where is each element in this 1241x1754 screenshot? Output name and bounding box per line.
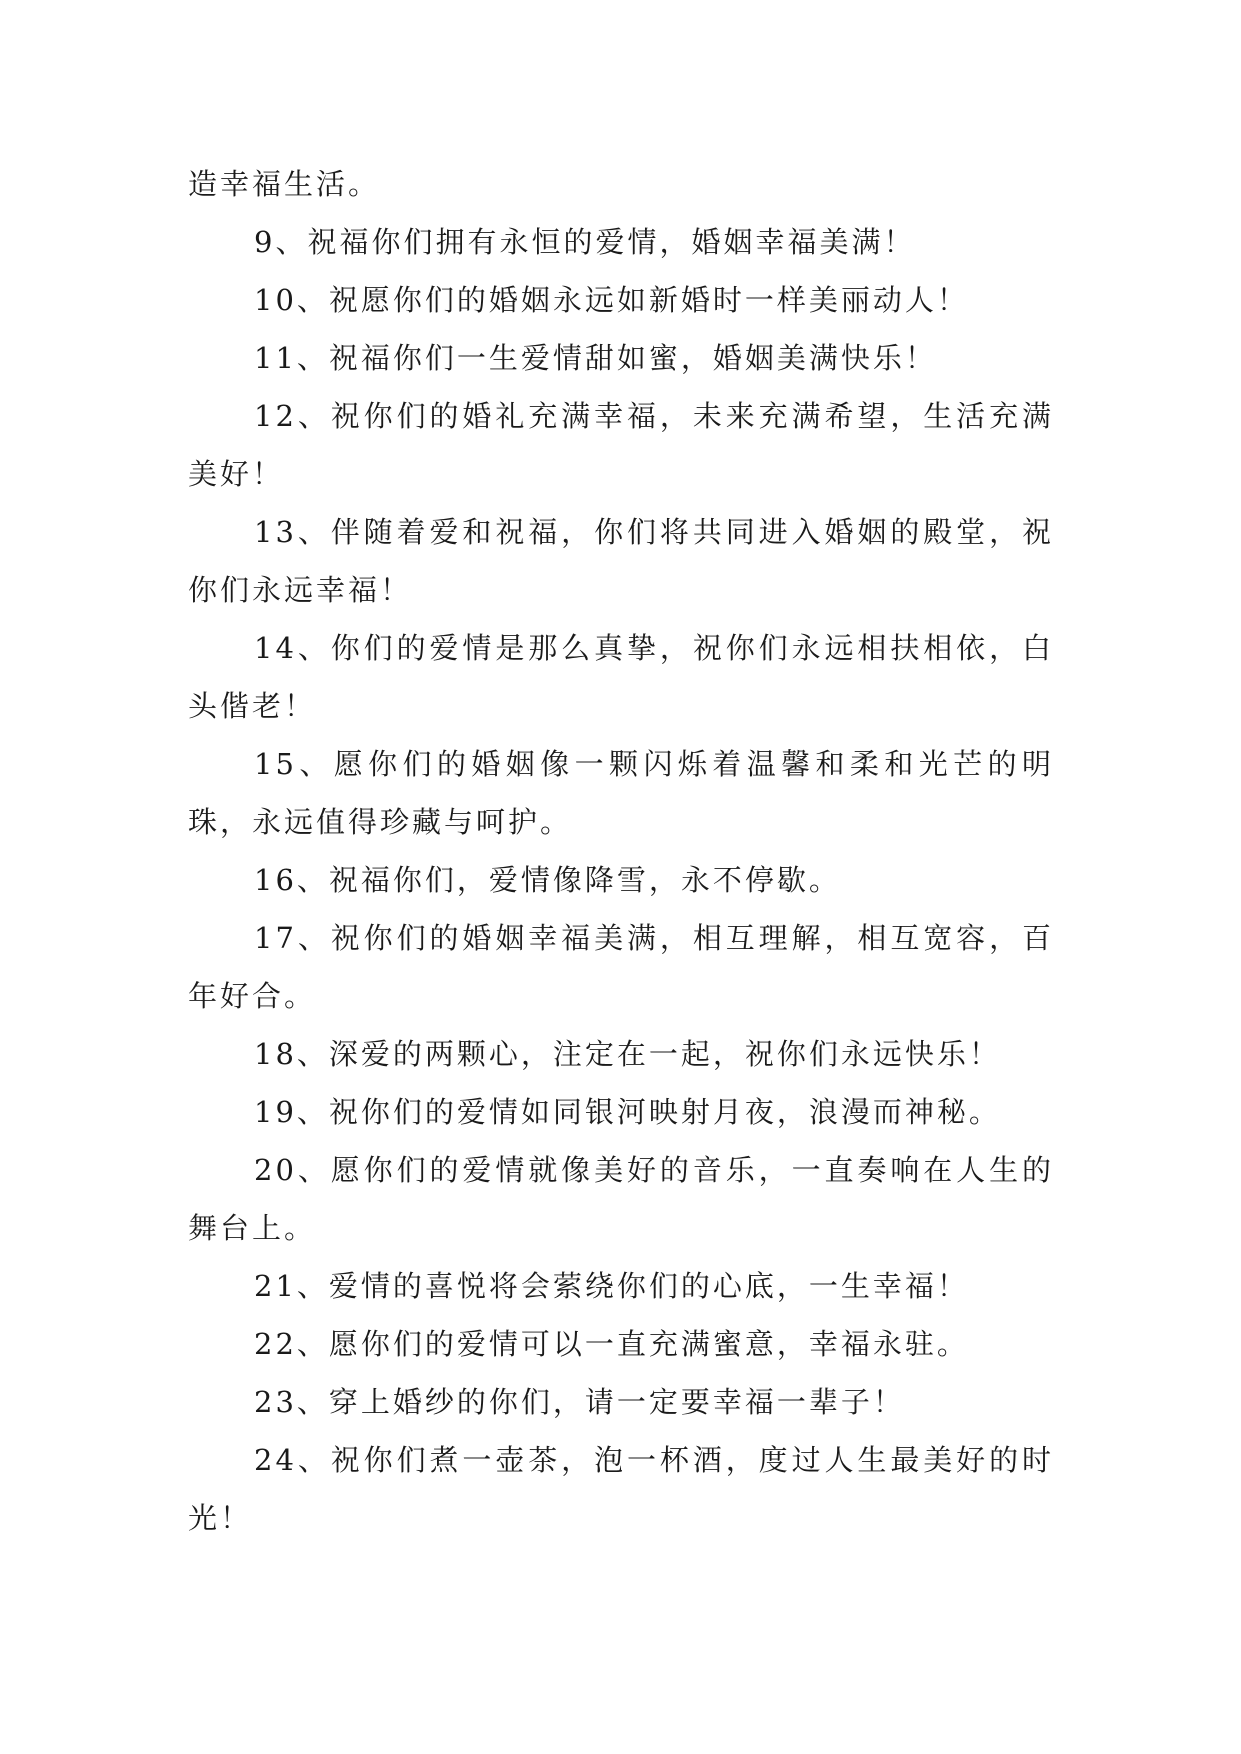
wish-item-18: 18、深爱的两颗心，注定在一起，祝你们永远快乐！ (254, 1037, 1001, 1071)
wish-item-22: 22、愿你们的爱情可以一直充满蜜意，幸福永驻。 (254, 1327, 969, 1361)
wish-item-19: 19、祝你们的爱情如同银河映射月夜，浪漫而神秘。 (254, 1095, 1001, 1129)
wish-item-10: 10、祝愿你们的婚姻永远如新婚时一样美丽动人！ (254, 283, 969, 317)
wish-item-20: 20、愿你们的爱情就像美好的音乐，一直奏响在人生的舞台上。 (188, 1153, 1054, 1245)
document-body (188, 155, 1054, 1547)
wish-item-23: 23、穿上婚纱的你们，请一定要幸福一辈子！ (254, 1385, 905, 1419)
wish-item-11: 11、祝福你们一生爱情甜如蜜，婚姻美满快乐！ (254, 341, 937, 375)
wish-item-21: 21、爱情的喜悦将会萦绕你们的心底，一生幸福！ (254, 1269, 969, 1303)
paragraph-continuation: 造幸福生活。 (188, 167, 381, 201)
wish-item-14: 14、你们的爱情是那么真挚，祝你们永远相扶相依，白头偕老！ (188, 631, 1054, 723)
wish-item-9: 9、祝福你们拥有永恒的爱情，婚姻幸福美满！ (254, 225, 916, 259)
wish-item-12: 12、祝你们的婚礼充满幸福，未来充满希望，生活充满美好！ (188, 399, 1054, 491)
wish-item-13: 13、伴随着爱和祝福，你们将共同进入婚姻的殿堂，祝你们永远幸福！ (188, 515, 1054, 607)
wish-item-17: 17、祝你们的婚姻幸福美满，相互理解，相互宽容，百年好合。 (188, 921, 1054, 1013)
wish-item-16: 16、祝福你们，爱情像降雪，永不停歇。 (254, 863, 841, 897)
wish-item-15: 15、愿你们的婚姻像一颗闪烁着温馨和柔和光芒的明珠，永远值得珍藏与呵护。 (188, 747, 1054, 839)
wish-item-24: 24、祝你们煮一壶茶，泡一杯酒，度过人生最美好的时光！ (188, 1443, 1054, 1535)
